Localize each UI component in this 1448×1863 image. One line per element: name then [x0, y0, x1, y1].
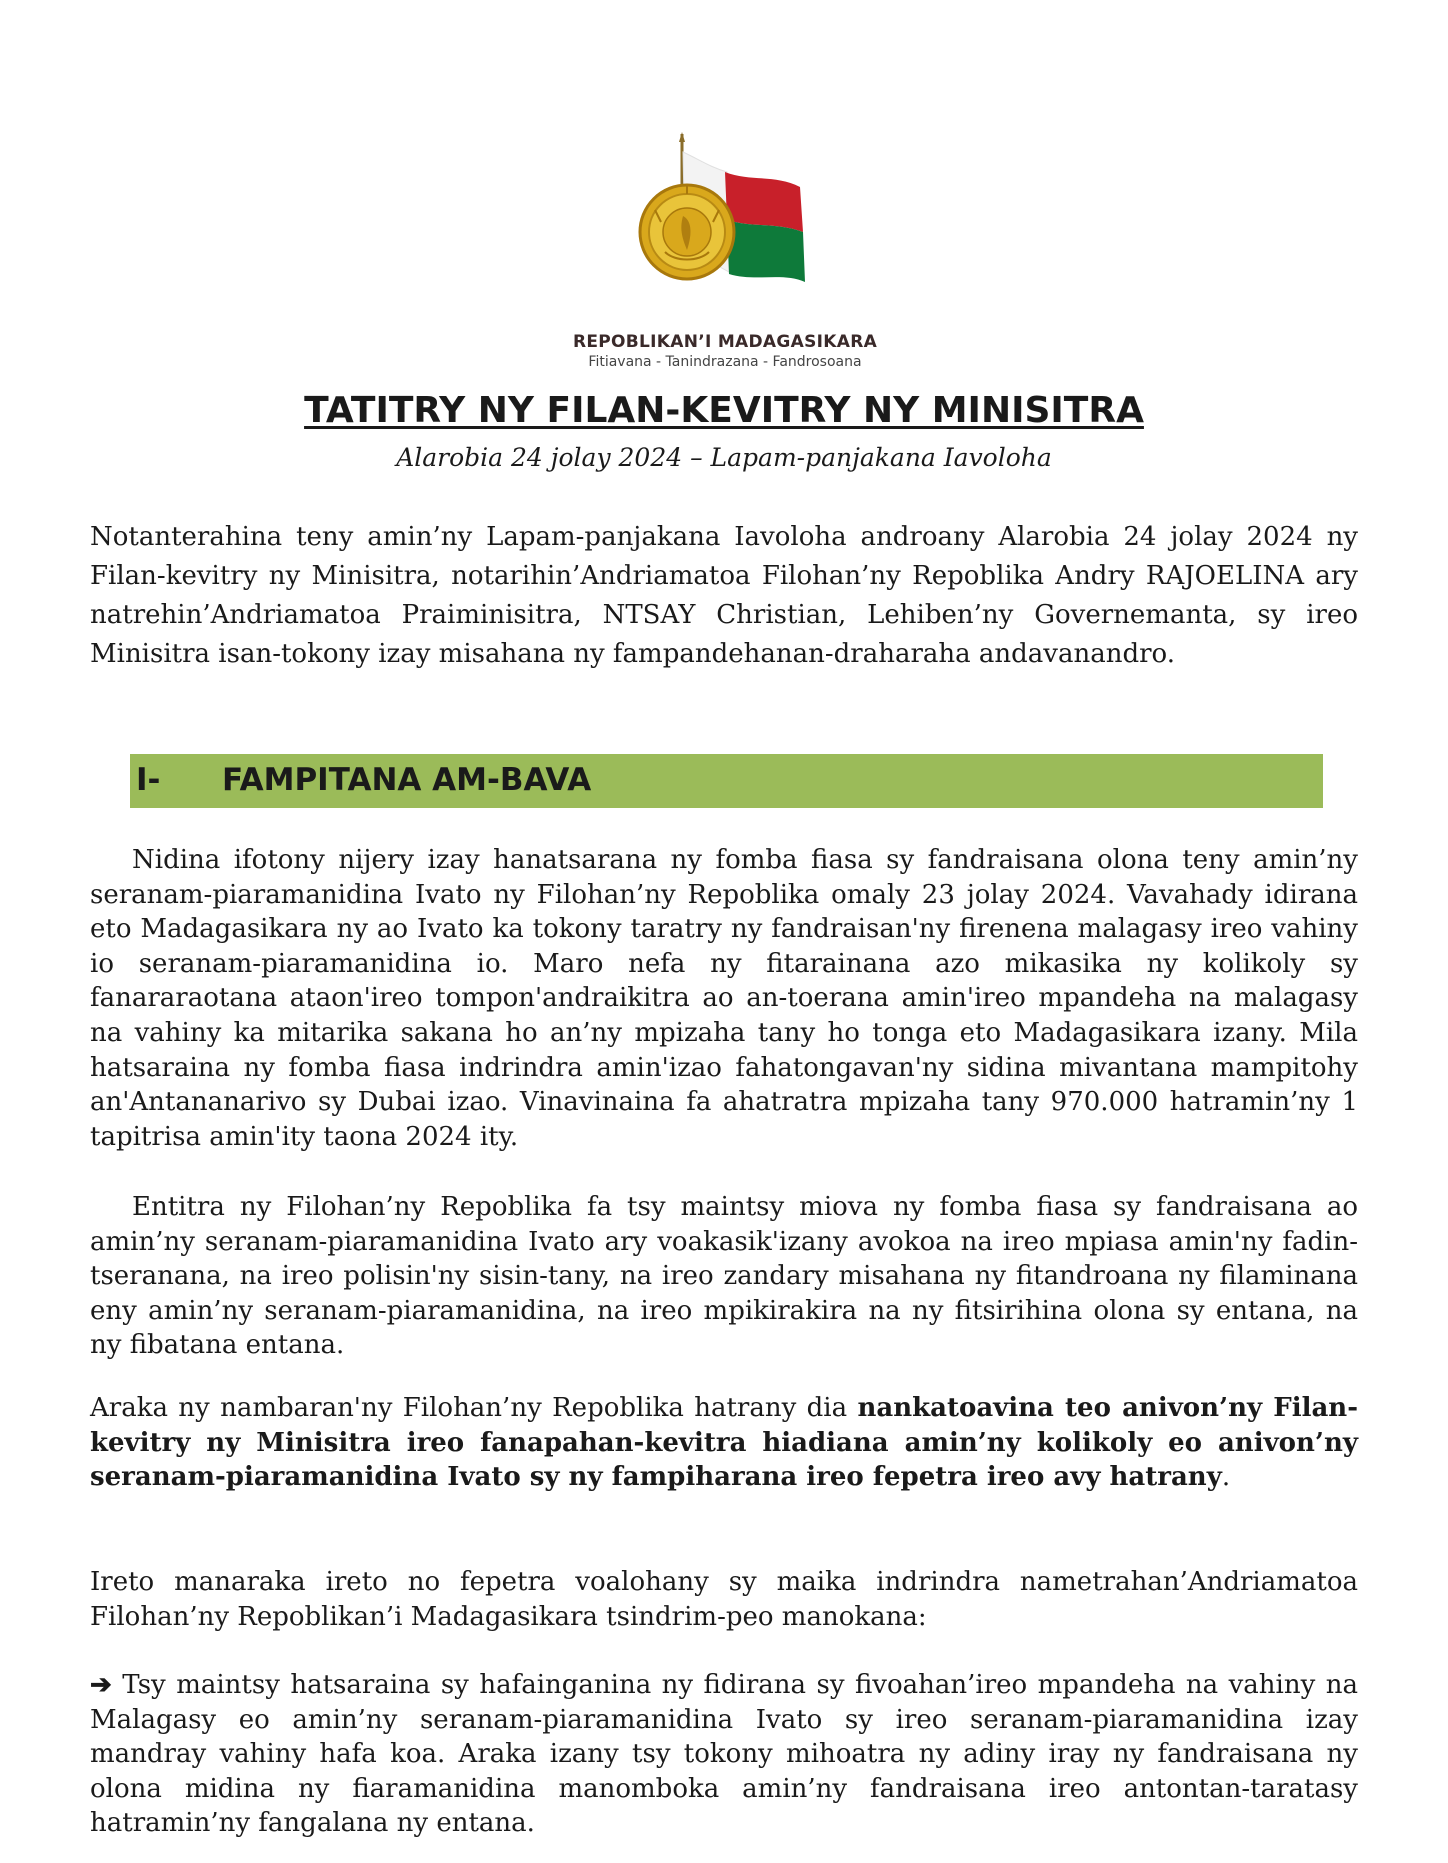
bullet-item-1-text: Tsy maintsy hatsaraina sy hafainganina ny fidirana sy fivoahan’ireo mpandeha na vahiny na Malagasy eo amin’ny seranam-piaramanidina Ivato sy ireo seranam-piaramanidina izay mandray vahiny hafa koa. Araka izany tsy tokony mihoatra ny adiny iray ny fandraisana ny olona midina ny fiaramanidina manomboka amin’ny fandraisana ireo antontan-taratasy hatramin’ny fangalana ny entana. — [90, 1670, 1359, 1839]
paragraph-3-bold-text: nankatoavina teo anivon’ny Filan-kevitry ny Minisitra ireo fanapahan-kevitra hiadiana amin’ny kolikoly eo anivon’ny seranam-piaramanidina Ivato sy ny fampiharana ireo fepetra ireo avy hatrany — [90, 1393, 1358, 1493]
bullet-item-1 — [90, 1668, 1358, 1841]
body-paragraph-4: Ireto manaraka ireto no fepetra voalohany sy maika indrindra nametrahan’Andriamatoa Filohan’ny Repoblikan’i Madagasikara tsindrim-peo manokana: — [90, 1567, 1358, 1632]
emblem-motto: Fitiavana - Tanindrazana - Fandrosoana — [588, 354, 862, 370]
body-paragraph-1: Nidina ifotony nijery izay hanatsarana ny fomba fiasa sy fandraisana olona teny amin’ny seranam-piaramanidina Ivato ny Filohan’ny Repoblika omaly 23 jolay 2024. Vavahady idirana eto Madagasikara ny ao Ivato ka tokony taratry ny fandraisan'ny firenena malagasy ireo vahiny io seranam-piaramanidina io. Maro nefa ny fitarainana azo mikasika ny kolikoly sy fanararaotana ataon'ireo tompon'andraikitra ao an-toerana amin'ireo mpandeha na malagasy na vahiny ka mitarika sakana ho an’ny mpizaha tany ho tonga eto Madagasikara izany. Mila hatsaraina ny fomba fiasa indrindra amin'izao fahatongavan'ny sidina mivantana mampitohy an'Antananarivo sy Dubai izao. Vinavinaina fa ahatratra mpizaha tany 970.000 hatramin’ny 1 tapitrisa amin'ity taona 2024 ity. — [90, 845, 1358, 1152]
paragraph-3-end: . — [1221, 1462, 1231, 1493]
section-header — [130, 754, 1323, 808]
page-title — [0, 390, 1448, 431]
page-subtitle: Alarobia 24 jolay 2024 – Lapam-panjakana Iavoloha — [396, 443, 1052, 472]
intro-paragraph: Notanterahina teny amin’ny Lapam-panjakana Iavoloha androany Alarobia 24 jolay 2024 ny Filan-kevitry ny Minisitra, notarihin’Andriamatoa Filohan’ny Repoblika Andry RAJOELINA ary natrehin’Andriamatoa Praiminisitra, NTSAY Christian, Lehiben’ny Governemanta, sy ireo Minisitra isan-tokony izay misahana ny fampandehanan-draharaha andavanandro. — [90, 522, 1358, 669]
page-title-text: TATITRY NY FILAN-KEVITRY NY MINISITRA — [304, 390, 1144, 431]
emblem-flag-icon — [625, 132, 825, 322]
section-number: I- — [136, 762, 161, 798]
paragraph-3-text: Araka ny nambaran'ny Filohan’ny Repoblika hatrany dia — [90, 1393, 858, 1423]
body-paragraph-3 — [90, 1391, 1358, 1495]
section-title: FAMPITANA AM-BAVA — [222, 762, 592, 798]
republic-emblem — [555, 132, 895, 377]
arrow-icon: ➔ — [90, 1670, 112, 1700]
emblem-name: REPOBLIKAN’I MADAGASIKARA — [572, 332, 878, 352]
body-paragraph-2: Entitra ny Filohan’ny Repoblika fa tsy maintsy miova ny fomba fiasa sy fandraisana ao amin’ny seranam-piaramanidina Ivato ary voakasik'izany avokoa na ireo mpiasa amin'ny fadin-tseranana, na ireo polisin'ny sisin-tany, na ireo zandary misahana ny fitandroana ny filaminana eny amin’ny seranam-piaramanidina, na ireo mpikirakira na ny fitsirihina olona sy entana, na ny fibatana entana. — [90, 1192, 1358, 1361]
